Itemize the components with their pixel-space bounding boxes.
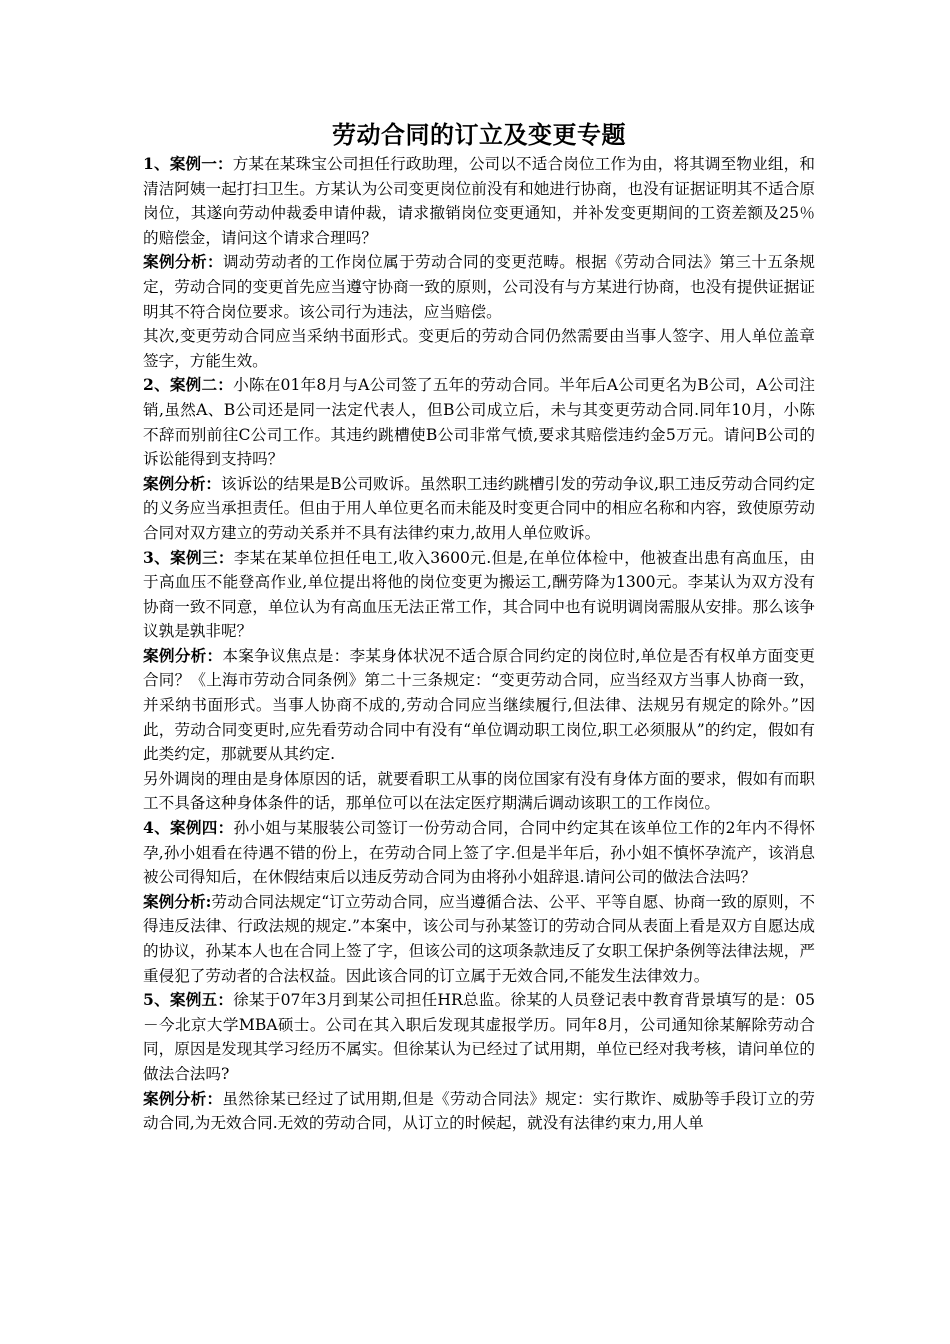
case-5-analysis-paragraph bbox=[143, 1087, 815, 1136]
case-3-paragraph bbox=[143, 546, 815, 644]
case-3-analysis-continued bbox=[143, 767, 815, 816]
case-3-analysis-lead: 案例分析： bbox=[143, 645, 223, 665]
case-4-analysis-paragraph bbox=[143, 890, 815, 988]
case-1-analysis-continued-text: 其次,变更劳动合同应当采纳书面形式。变更后的劳动合同仍然需要由当事人签字、用人单位盖章签字，方能生效。 bbox=[143, 327, 815, 370]
document-page bbox=[143, 118, 815, 1136]
case-4-analysis-lead: 案例分析: bbox=[143, 891, 212, 911]
case-2-lead: 2、案例二： bbox=[143, 375, 234, 395]
case-3-text: 李某在某单位担任电工,收入3600元.但是,在单位体检中，他被查出患有高血压，由于高血压不能登高作业,单位提出将他的岗位变更为搬运工,酬劳降为1300元。李某认为双方没有协商一致不同意，单位认为有高血压无法正常工作，其合同中也有说明调岗需服从安排。那么该争议孰是孰非呢？ bbox=[143, 548, 815, 641]
case-3-analysis-text: 本案争议焦点是：李某身体状况不适合原合同约定的岗位时,单位是否有权单方面变更合同？《上海市劳动合同条例》第二十三条规定：“变更劳动合同，应当经双方当事人协商一致，并采纳书面形式。当事人协商不成的,劳动合同应当继续履行,但法律、法规另有规定的除外。”因此，劳动合同变更时,应先看劳动合同中有没有“单位调动职工岗位,职工必须服从”的约定，假如有此类约定，那就要从其约定. bbox=[143, 646, 815, 764]
case-4-lead: 4、案例四： bbox=[143, 818, 234, 838]
case-1-paragraph bbox=[143, 152, 815, 250]
case-1-text: 方某在某珠宝公司担任行政助理，公司以不适合岗位工作为由，将其调至物业组，和清洁阿姨一起打扫卫生。方某认为公司变更岗位前没有和她进行协商，也没有证据证明其不适合原岗位，其遂向劳动仲裁委申请仲裁，请求撤销岗位变更通知，并补发变更期间的工资差额及25％的赔偿金，请问这个请求合理吗？ bbox=[143, 155, 815, 247]
case-1-analysis-lead: 案例分析： bbox=[143, 252, 224, 272]
case-4-text: 孙小姐与某服装公司签订一份劳动合同，合同中约定其在该单位工作的2年内不得怀孕,孙小姐看在待遇不错的份上，在劳动合同上签了字.但是半年后，孙小姐不慎怀孕流产，该消息被公司得知后，在休假结束后以违反劳动合同为由将孙小姐辞退.请问公司的做法合法吗？ bbox=[143, 819, 815, 887]
case-5-analysis-lead: 案例分析： bbox=[143, 1088, 223, 1108]
case-1-lead: 1、案例一： bbox=[143, 154, 233, 173]
document-title: 劳动合同的订立及变更专题 bbox=[332, 120, 626, 149]
case-1-analysis-continued bbox=[143, 324, 815, 373]
case-5-paragraph bbox=[143, 988, 815, 1086]
case-2-paragraph bbox=[143, 373, 815, 471]
case-2-analysis-text: 该诉讼的结果是B公司败诉。虽然职工违约跳槽引发的劳动争议,职工违反劳动合同约定的义务应当承担责任。但由于用人单位更名而未能及时变更合同中的相应名称和内容，致使原劳动合同对双方建立的劳动关系并不具有法律约束力,故用人单位败诉。 bbox=[143, 474, 815, 542]
case-5-analysis-text: 虽然徐某已经过了试用期,但是《劳动合同法》规定：实行欺诈、威胁等手段订立的劳动合同,为无效合同.无效的劳动合同，从订立的时候起，就没有法律约束力,用人单 bbox=[143, 1089, 815, 1133]
case-2-analysis-lead: 案例分析： bbox=[143, 473, 222, 493]
case-4-paragraph bbox=[143, 816, 815, 890]
case-2-analysis-paragraph bbox=[143, 472, 815, 546]
case-1-analysis-text: 调动劳动者的工作岗位属于劳动合同的变更范畴。根据《劳动合同法》第三十五条规定，劳动合同的变更首先应当遵守协商一致的原则，公司没有与方某进行协商，也没有提供证据证明其不符合岗位要求。该公司行为违法，应当赔偿。 bbox=[143, 253, 815, 321]
case-5-text: 徐某于07年3月到某公司担任HR总监。徐某的人员登记表中教育背景填写的是：05－今北京大学MBA硕士。公司在其入职后发现其虚报学历。同年8月，公司通知徐某解除劳动合同，原因是发现其学习经历不属实。但徐某认为已经过了试用期，单位已经对我考核，请问单位的做法合法吗? bbox=[143, 991, 815, 1083]
case-3-analysis-paragraph bbox=[143, 644, 815, 767]
case-4-analysis-text: 劳动合同法规定“订立劳动合同，应当遵循合法、公平、平等自愿、协商一致的原则，不得违反法律、行政法规的规定.”本案中，该公司与孙某签订的劳动合同从表面上看是双方自愿达成的协议，孙某本人也在合同上签了字，但该公司的这项条款违反了女职工保护条例等法律法规，严重侵犯了劳动者的合法权益。因此该合同的订立属于无效合同,不能发生法律效力。 bbox=[143, 892, 815, 985]
case-5-lead: 5、案例五： bbox=[143, 990, 234, 1010]
case-3-analysis-continued-text: 另外调岗的理由是身体原因的话，就要看职工从事的岗位国家有没有身体方面的要求，假如有而职工不具备这种身体条件的话，那单位可以在法定医疗期满后调动该职工的工作岗位。 bbox=[143, 769, 815, 813]
case-1-analysis-paragraph bbox=[143, 250, 815, 324]
case-3-lead: 3、案例三： bbox=[143, 547, 234, 567]
case-2-text: 小陈在01年8月与A公司签了五年的劳动合同。半年后A公司更名为B公司，A公司注销,虽然A、B公司还是同一法定代表人，但B公司成立后，未与其变更劳动合同.同年10月，小陈不辞而别前往C公司工作。其违约跳槽使B公司非常气愤,要求其赔偿违约金5万元。请问B公司的诉讼能得到支持吗？ bbox=[143, 376, 815, 469]
